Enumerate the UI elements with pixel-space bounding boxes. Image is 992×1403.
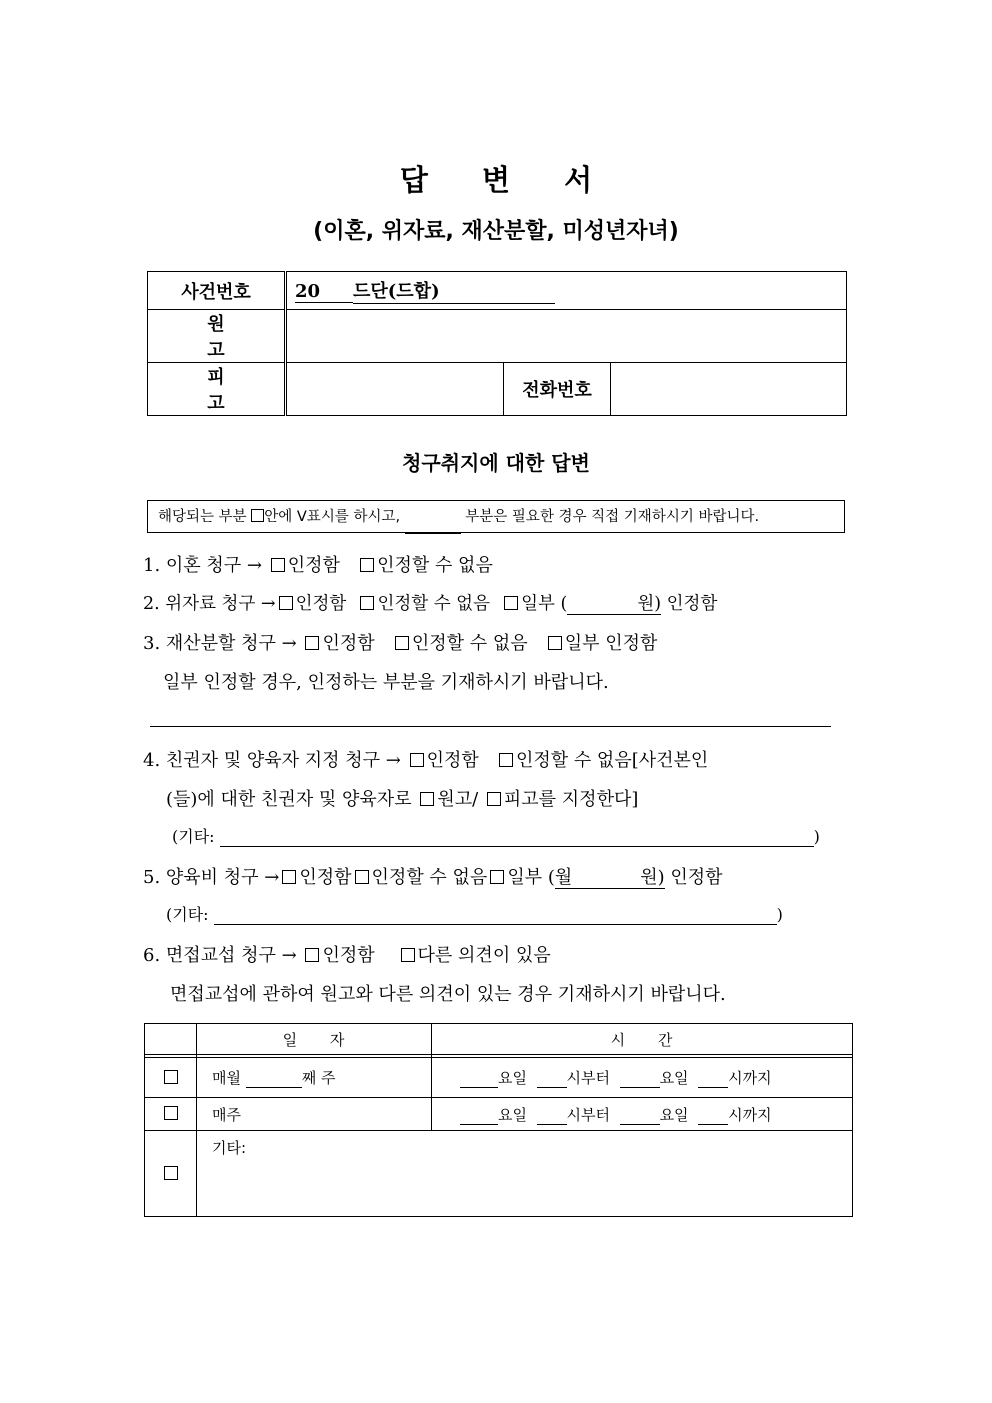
item-2-partial-label: 일부 ( [521, 594, 568, 614]
item-4-plaintiff-label: 원고/ [437, 789, 479, 810]
item-5-won: 원) [640, 867, 665, 888]
visit-row-1-date [197, 1058, 432, 1098]
visit-row-1-monthly: 매월 [212, 1069, 246, 1087]
item-4-custody [143, 746, 708, 772]
visit-col-date: 일 자 [197, 1024, 432, 1055]
item-5-reject-label: 인정할 수 없음 [371, 867, 488, 888]
item-5-support [143, 863, 723, 889]
start-hour-field[interactable] [537, 1071, 567, 1088]
item-2-label: 2. 위자료 청구 → [143, 594, 276, 614]
end-day-field[interactable] [620, 1108, 660, 1125]
plaintiff-field[interactable] [286, 310, 847, 363]
case-info-table [147, 271, 847, 416]
item-4-reject-checkbox[interactable] [499, 753, 513, 767]
visit-col-time: 시 간 [432, 1024, 853, 1055]
item-6-accept-checkbox[interactable] [305, 948, 319, 962]
end-hour-field[interactable] [698, 1071, 728, 1088]
item-4-other-close: ) [813, 827, 820, 846]
start-day-label: 요일 [498, 1069, 527, 1087]
visit-row-1-week-field[interactable] [246, 1071, 302, 1088]
case-number-field[interactable] [286, 272, 847, 310]
item-5-accept-checkbox[interactable] [282, 870, 296, 884]
document-title: 답 변 서 [399, 163, 615, 197]
item-6-accept-label: 인정함 [322, 945, 375, 966]
start-hour-field[interactable] [537, 1108, 567, 1125]
item-6-other-label: 다른 의견이 있음 [417, 945, 551, 966]
start-hour-label: 시부터 [566, 1105, 611, 1124]
case-number-year: 20 [295, 281, 353, 303]
item-4-other [172, 824, 820, 847]
visit-row-2-time [432, 1098, 853, 1131]
document-subtitle: (이혼, 위자료, 재산분할, 미성년자녀) [313, 219, 679, 244]
plaintiff-label: 원 고 [148, 310, 286, 363]
instruction-box [147, 500, 845, 533]
item-4-label: 4. 친권자 및 양육자 지정 청구 → [143, 750, 401, 771]
item-2-accept-label: 인정함 [295, 594, 347, 614]
item-1-reject-checkbox[interactable] [360, 558, 374, 572]
item-5-other [166, 902, 783, 925]
section-title: 청구취지에 대한 답변 [402, 451, 590, 475]
visit-row-3-other[interactable] [197, 1131, 853, 1217]
item-3-reject-label: 인정할 수 없음 [411, 633, 528, 654]
item-6-visitation [143, 941, 551, 967]
item-3-note: 일부 인정할 경우, 인정하는 부분을 기재하시기 바랍니다. [163, 672, 609, 693]
item-4-other-field[interactable] [220, 826, 814, 847]
checkbox-icon [164, 1106, 178, 1120]
visit-row-3-check[interactable] [145, 1131, 197, 1217]
item-1-accept-checkbox[interactable] [271, 558, 285, 572]
end-day-label: 요일 [659, 1069, 689, 1087]
item-4-defendant-label: 피고를 지정한다] [503, 789, 639, 810]
item-3-accept-label: 인정함 [322, 633, 375, 654]
item-5-tail: 인정함 [670, 867, 723, 888]
end-day-label: 요일 [659, 1105, 689, 1124]
item-3-write-line[interactable] [150, 726, 831, 727]
end-day-field[interactable] [620, 1071, 660, 1088]
instruction-text-1: 해당되는 부분 [158, 509, 252, 525]
instruction-text-3: 부분은 필요한 경우 직접 기재하시기 바랍니다. [460, 509, 760, 525]
item-4-accept-checkbox[interactable] [410, 753, 424, 767]
defendant-label: 피 고 [148, 363, 286, 416]
end-hour-label: 시까지 [728, 1105, 772, 1124]
item-1-label: 1. 이혼 청구 → [143, 555, 262, 576]
start-day-field[interactable] [460, 1071, 498, 1088]
start-hour-label: 시부터 [566, 1069, 611, 1087]
visitation-table [144, 1023, 853, 1217]
item-2-reject-checkbox[interactable] [360, 596, 374, 610]
item-2-accept-checkbox[interactable] [279, 596, 293, 610]
visit-row-1-week-label: 째 주 [301, 1069, 336, 1087]
item-5-month: 월 [554, 867, 573, 888]
item-4-plaintiff-checkbox[interactable] [420, 792, 434, 806]
visit-row-1-time [432, 1058, 853, 1098]
visit-row-2-date: 매주 [197, 1098, 432, 1131]
item-6-note: 면접교섭에 관하여 원고와 다른 의견이 있는 경우 기재하시기 바랍니다. [170, 984, 726, 1005]
item-1-reject-label: 인정할 수 없음 [377, 555, 493, 576]
checkbox-icon [164, 1166, 178, 1180]
end-hour-field[interactable] [698, 1108, 728, 1125]
item-4-other-label: (기타: [172, 827, 215, 846]
item-5-other-field[interactable] [214, 904, 777, 925]
visit-row-1-check[interactable] [145, 1058, 197, 1098]
item-2-tail: 인정함 [666, 594, 718, 614]
item-5-other-label: (기타: [166, 905, 209, 924]
visit-col-check [145, 1024, 197, 1055]
item-6-label: 6. 면접교섭 청구 → [143, 945, 297, 966]
item-2-partial-checkbox[interactable] [504, 596, 518, 610]
case-number-type: 드단(드합) [353, 277, 555, 304]
item-3-property [143, 629, 657, 655]
item-2-won: 원) [637, 594, 662, 614]
checkbox-icon [164, 1070, 178, 1084]
item-5-accept-label: 인정함 [299, 867, 352, 888]
item-6-other-checkbox[interactable] [401, 948, 415, 962]
start-day-label: 요일 [498, 1105, 527, 1124]
item-2-reject-label: 인정할 수 없음 [377, 594, 490, 614]
start-day-field[interactable] [460, 1108, 498, 1125]
visit-row-2-check[interactable] [145, 1098, 197, 1131]
item-4-accept-label: 인정함 [426, 750, 479, 771]
checkbox-icon [251, 509, 264, 522]
blank-line-sample [405, 517, 461, 534]
item-4-line-2-text: (들)에 대한 친권자 및 양육자로 [166, 789, 412, 810]
item-3-reject-checkbox[interactable] [395, 636, 409, 650]
item-3-accept-checkbox[interactable] [305, 636, 319, 650]
item-5-amount-field[interactable] [572, 868, 640, 889]
item-4-line-2 [166, 785, 638, 811]
item-3-partial-label: 일부 인정함 [564, 633, 658, 654]
phone-label: 전화번호 [504, 363, 611, 416]
item-5-partial-checkbox[interactable] [490, 870, 504, 884]
item-5-label: 5. 양육비 청구 → [143, 867, 280, 888]
item-4-defendant-checkbox[interactable] [487, 792, 501, 806]
item-3-label: 3. 재산분할 청구 → [143, 633, 297, 654]
item-1-accept-label: 인정함 [287, 555, 340, 576]
item-4-reject-label: 인정할 수 없음[사건본인 [515, 750, 709, 771]
phone-field[interactable] [611, 363, 847, 416]
item-2-amount-field[interactable] [567, 594, 637, 615]
item-2-consolation [143, 590, 717, 615]
item-5-other-close: ) [776, 905, 783, 924]
defendant-field[interactable] [286, 363, 504, 416]
visit-row-3-other-label: 기타: [212, 1139, 247, 1157]
case-number-label: 사건번호 [148, 272, 286, 310]
instruction-text-2: 안에 V표시를 하시고, [264, 509, 405, 525]
item-1-divorce [143, 551, 493, 577]
item-3-partial-checkbox[interactable] [548, 636, 562, 650]
end-hour-label: 시까지 [728, 1069, 772, 1087]
item-5-partial-label: 일부 ( [507, 867, 555, 888]
item-5-reject-checkbox[interactable] [355, 870, 369, 884]
